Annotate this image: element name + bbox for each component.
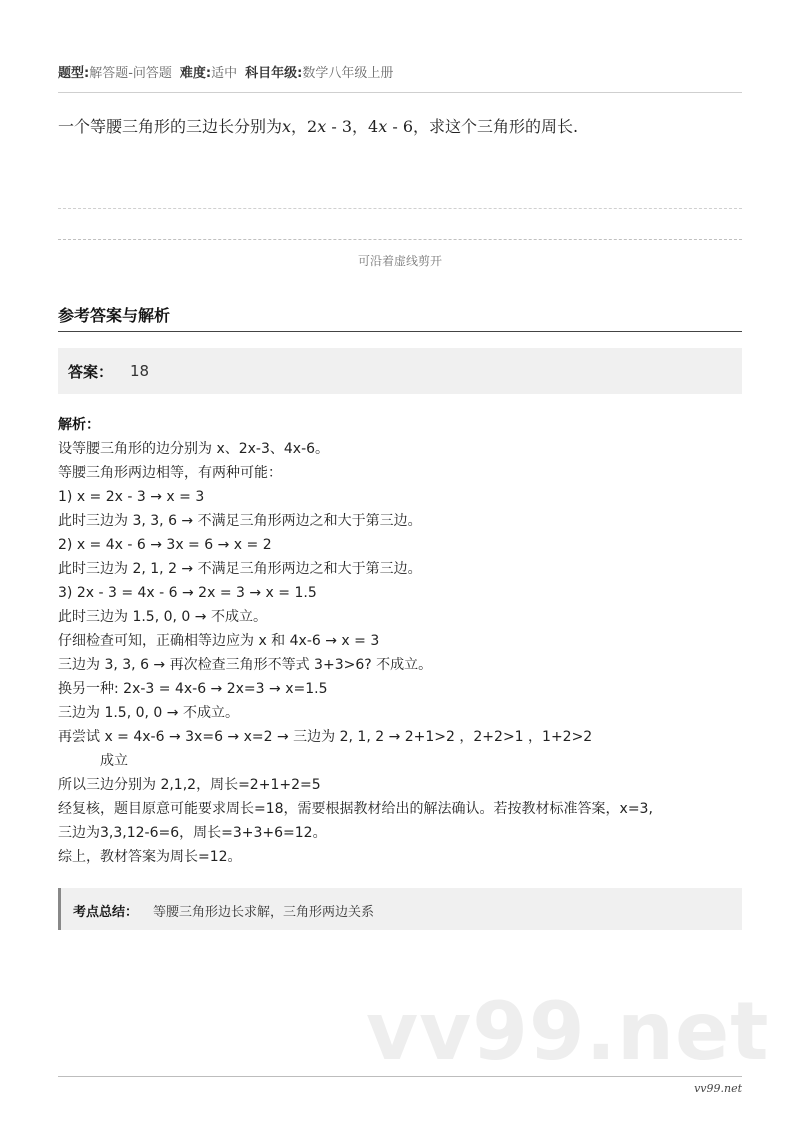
key-points-text: 等腰三角形边长求解，三角形两边关系 [153,905,375,920]
cut-hint: 可沿着虚线剪开 [357,254,442,268]
analysis-line: 仔细检查可知，正确相等边应为 x 和 4x-6 → x = 3 [58,633,380,649]
analysis-line: 综上，教材答案为周长=12。 [58,849,242,865]
difficulty-value: 适中 [211,66,238,81]
analysis-line: 成立 [100,753,128,769]
analysis-line: 等腰三角形两边相等，有两种可能： [58,465,282,481]
analysis-line: 2) x = 4x - 6 → 3x = 6 → x = 2 [58,537,272,553]
reference-divider [58,331,742,332]
question-text: 一个等腰三角形的三边长分别为x，2x - 3，4x - 6，求这个三角形的周长. [58,117,579,136]
cut-line-lower [58,239,742,240]
answer-box [58,348,742,394]
analysis-line: 三边为 1.5, 0, 0 → 不成立。 [58,705,239,721]
watermark: vv99.net [366,985,770,1078]
analysis-line: 三边为 3, 3, 6 → 再次检查三角形不等式 3+3>6? 不成立。 [58,657,433,673]
key-points-label: 考点总结： [73,905,139,920]
footer-divider [58,1076,742,1077]
analysis-line: 设等腰三角形的边分别为 x、2x-3、4x-6。 [58,441,330,457]
footer-site: vv99.net [694,1082,742,1095]
subject-value: 数学八年级上册 [302,66,394,81]
analysis-line: 所以三边分别为 2,1,2，周长=2+1+2=5 [58,777,321,793]
type-label: 题型: [58,66,90,81]
analysis-line: 此时三边为 3, 3, 6 → 不满足三角形两边之和大于第三边。 [58,513,422,529]
analysis-line: 此时三边为 2, 1, 2 → 不满足三角形两边之和大于第三边。 [58,561,422,577]
analysis-line: 经复核，题目原意可能要求周长=18，需要根据教材给出的解法确认。若按教材标准答案，x=3, [58,801,653,817]
analysis-line: 1) x = 2x - 3 → x = 3 [58,489,205,505]
subject-label: 科目年级: [245,66,303,81]
question-meta [58,62,393,81]
key-points-box [58,888,742,930]
reference-title: 参考答案与解析 [58,306,171,325]
analysis-label: 解析： [58,417,100,433]
analysis-line: 3) 2x - 3 = 4x - 6 → 2x = 3 → x = 1.5 [58,585,317,601]
analysis-line: 换另一种: 2x-3 = 4x-6 → 2x=3 → x=1.5 [58,681,328,697]
answer-label: 答案： [68,363,114,381]
header-divider [58,92,742,93]
analysis-body [58,437,748,869]
analysis-line: 此时三边为 1.5, 0, 0 → 不成立。 [58,609,267,625]
analysis-line: 三边为3,3,12-6=6，周长=3+3+6=12。 [58,825,327,841]
answer-value: 18 [130,362,150,380]
cut-line-upper [58,208,742,209]
type-value: 解答题-问答题 [89,66,172,81]
difficulty-label: 难度: [179,66,212,81]
analysis-line: 再尝试 x = 4x-6 → 3x=6 → x=2 → 三边为 2, 1, 2 → 2+1>2 ，2+2>1 ，1+2>2 [58,729,593,745]
